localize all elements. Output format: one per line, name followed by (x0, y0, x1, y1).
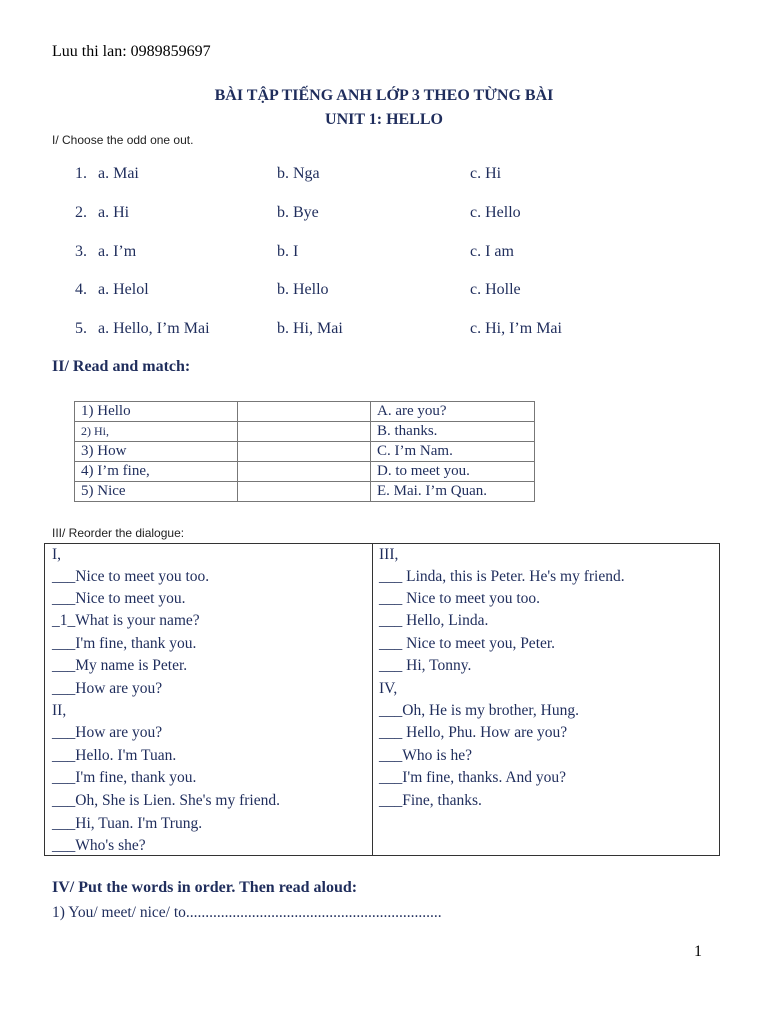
dialogue-line: ___ Nice to meet you, Peter. (379, 635, 556, 652)
word-order-item: 1) You/ meet/ nice/ to.................................................................. (52, 904, 442, 921)
match-table (74, 401, 535, 502)
option-a: a. I’m (98, 243, 137, 260)
match-left-cell: 2) Hi, (75, 422, 238, 442)
item-number: 1. (75, 165, 87, 182)
match-left-cell: 3) How (75, 442, 238, 462)
match-left-cell: 4) I’m fine, (75, 462, 238, 482)
section-3-heading: III/ Reorder the dialogue: (52, 526, 185, 540)
match-right-cell: A. are you? (371, 402, 535, 422)
dialogue-line: ___Oh, He is my brother, Hung. (379, 702, 579, 719)
dialogue-line: ___ Hi, Tonny. (379, 657, 472, 674)
option-c: c. Holle (470, 281, 521, 298)
match-blank-cell (238, 402, 371, 422)
table-row (75, 442, 535, 462)
item-number: 3. (75, 243, 87, 260)
option-c: c. Hello (470, 204, 521, 221)
match-left-cell: 5) Nice (75, 482, 238, 502)
section-2-heading: II/ Read and match: (52, 358, 191, 375)
match-blank-cell (238, 482, 371, 502)
option-a: a. Mai (98, 165, 139, 182)
dialogue-box (44, 543, 720, 856)
dialogue-line: ___Nice to meet you. (52, 590, 186, 607)
dialogue-line: II, (52, 702, 67, 719)
dialogue-line: ___Fine, thanks. (379, 792, 482, 809)
dialogue-line: ___Who is he? (379, 747, 472, 764)
table-row (75, 462, 535, 482)
dialogue-line: ___I'm fine, thanks. And you? (379, 769, 567, 786)
option-b: b. Hello (277, 281, 329, 298)
match-blank-cell (238, 462, 371, 482)
match-left-cell: 1) Hello (75, 402, 238, 422)
match-right-cell: E. Mai. I’m Quan. (371, 482, 535, 502)
option-c: c. Hi (470, 165, 502, 182)
table-row (75, 402, 535, 422)
option-b: b. Nga (277, 165, 320, 182)
page-number: 1 (694, 943, 702, 960)
dialogue-line: III, (379, 546, 399, 563)
author-contact: Luu thi lan: 0989859697 (52, 43, 211, 60)
dialogue-line: ___ Hello, Linda. (379, 612, 489, 629)
dialogue-line: ___Hi, Tuan. I'm Trung. (52, 815, 203, 832)
match-blank-cell (238, 422, 371, 442)
section-4-heading: IV/ Put the words in order. Then read aloud: (52, 879, 358, 896)
option-a: a. Helol (98, 281, 149, 298)
option-b: b. I (277, 243, 299, 260)
item-number: 2. (75, 204, 87, 221)
dialogue-line: ___How are you? (52, 724, 163, 741)
option-c: c. Hi, I’m Mai (470, 320, 562, 337)
unit-title: UNIT 1: HELLO (325, 111, 443, 128)
dialogue-line: ___Who's she? (52, 837, 146, 854)
dialogue-line: ___ Hello, Phu. How are you? (379, 724, 568, 741)
match-blank-cell (238, 442, 371, 462)
dialogue-line: ___I'm fine, thank you. (52, 635, 197, 652)
table-row (75, 422, 535, 442)
option-a: a. Hello, I’m Mai (98, 320, 210, 337)
dialogue-line: ___Nice to meet you too. (52, 568, 210, 585)
dialogue-line: ___My name is Peter. (52, 657, 188, 674)
table-row (75, 482, 535, 502)
option-a: a. Hi (98, 204, 130, 221)
match-right-cell: D. to meet you. (371, 462, 535, 482)
column-divider (372, 544, 373, 855)
dialogue-line: _1_What is your name? (52, 612, 200, 629)
option-c: c. I am (470, 243, 514, 260)
match-right-cell: B. thanks. (371, 422, 535, 442)
option-b: b. Bye (277, 204, 319, 221)
dialogue-line: IV, (379, 680, 398, 697)
page-title: BÀI TẬP TIẾNG ANH LỚP 3 THEO TỪNG BÀI (214, 87, 554, 104)
dialogue-line: ___ Linda, this is Peter. He's my friend. (379, 568, 625, 585)
dialogue-line: ___Oh, She is Lien. She's my friend. (52, 792, 280, 809)
item-number: 5. (75, 320, 87, 337)
match-right-cell: C. I’m Nam. (371, 442, 535, 462)
section-1-heading: I/ Choose the odd one out. (52, 133, 194, 147)
dialogue-line: ___ Nice to meet you too. (379, 590, 540, 607)
dialogue-line: ___I'm fine, thank you. (52, 769, 197, 786)
item-number: 4. (75, 281, 87, 298)
dialogue-line: I, (52, 546, 62, 563)
option-b: b. Hi, Mai (277, 320, 343, 337)
dialogue-line: ___How are you? (52, 680, 163, 697)
dialogue-line: ___Hello. I'm Tuan. (52, 747, 177, 764)
